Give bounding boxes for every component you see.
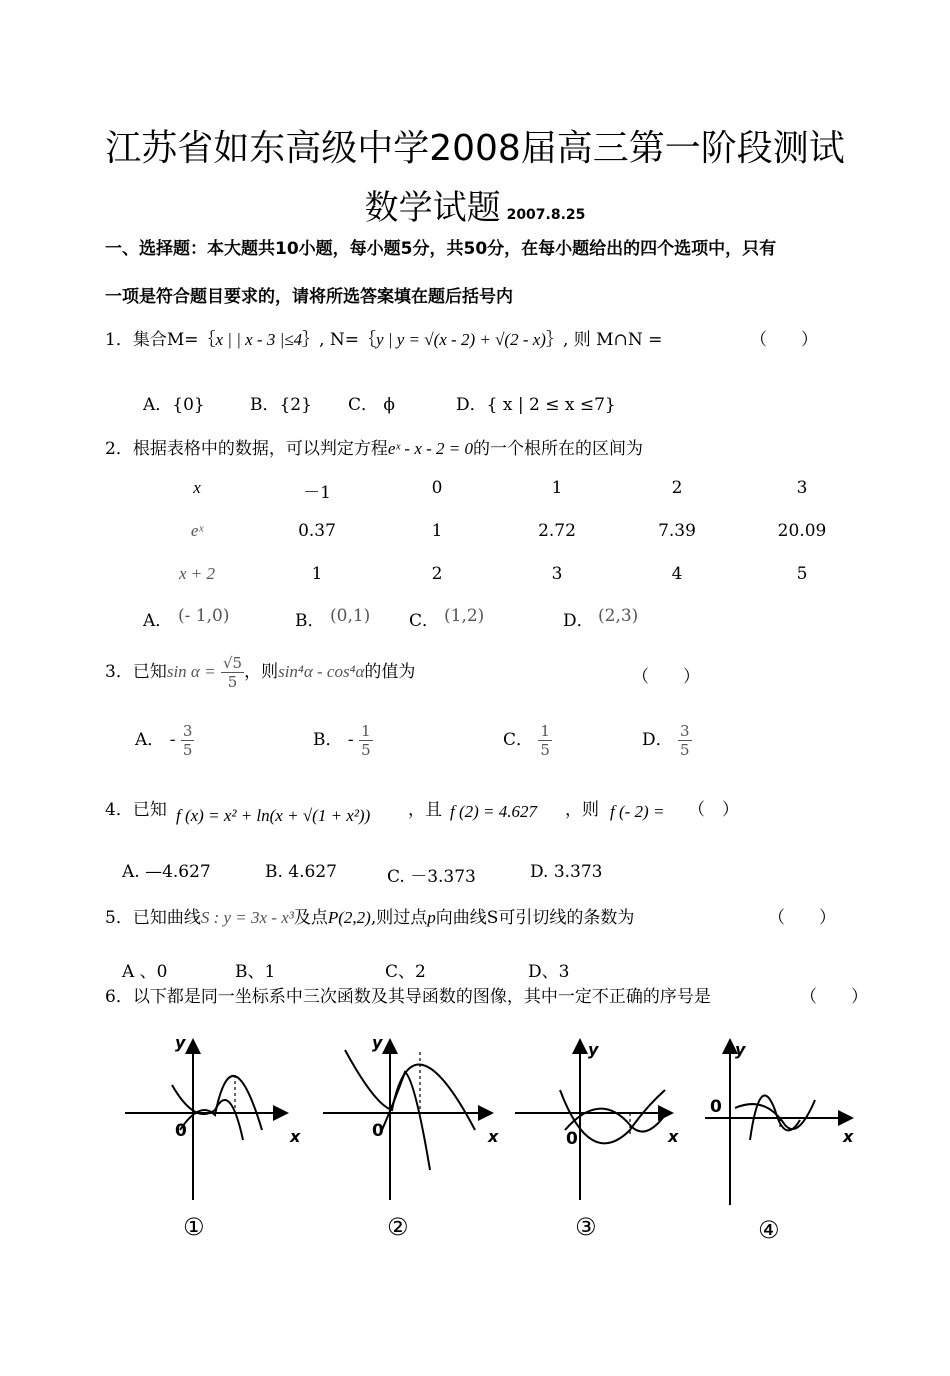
section-header-line2: 一项是符合题目要求的，请将所选答案填在题后括号内 xyxy=(105,287,513,307)
graph-4-curve-a xyxy=(735,1100,815,1129)
q5-option-a: A 、0 xyxy=(122,962,168,982)
q5-pre: 已知曲线 xyxy=(132,908,201,928)
page-title: 江苏省如东高级中学2008届高三第一阶段测试 xyxy=(105,128,845,169)
q2-option-a-value: (- 1,0) xyxy=(178,606,230,626)
table-cell: 1 xyxy=(551,478,563,498)
table-cell: －1 xyxy=(303,483,331,503)
graph-2-curve-a xyxy=(345,1050,475,1130)
graph-3 xyxy=(515,1042,670,1200)
graph-2-label: ② xyxy=(387,1213,409,1241)
q5-curve: S : y = 3x - x³ xyxy=(200,908,294,927)
q2-text2: 的一个根所在的区间为 xyxy=(473,439,644,459)
q6-text: 以下都是同一坐标系中三次函数及其导函数的图像，其中一定不正确的序号是 xyxy=(132,987,711,1007)
q3-pre: 已知 xyxy=(132,662,167,682)
q2-equation: eˣ - x - 2 = 0 xyxy=(387,439,474,458)
q5-mid: 及点 xyxy=(293,908,328,928)
q6-answer-paren: （ ） xyxy=(800,987,868,1007)
graph-1-label: ① xyxy=(183,1213,205,1241)
q4-mid: ，且 xyxy=(408,800,442,820)
q3-option-b-label: B． xyxy=(313,730,343,750)
table-cell: 1 xyxy=(311,564,323,584)
frac-numerator: 1 xyxy=(540,722,550,740)
q1-option-b: B．{2} xyxy=(250,395,312,415)
q6-number: 6． xyxy=(105,987,133,1007)
graph-1-x-label: x xyxy=(290,1127,301,1146)
q5-option-b: B、1 xyxy=(235,962,276,982)
graph-1-y-label: y xyxy=(175,1033,186,1052)
question-3 xyxy=(105,650,415,694)
q3-option-a-label: A． xyxy=(135,730,165,750)
q5-p: p xyxy=(427,908,436,927)
table-cell: 7.39 xyxy=(658,521,696,541)
table-cell: 20.09 xyxy=(777,521,827,541)
graph-4-x-label: x xyxy=(843,1127,854,1146)
table-cell: 1 xyxy=(431,521,443,541)
table-cell: 5 xyxy=(796,564,808,584)
q5-number: 5． xyxy=(105,908,133,928)
graph-4-label: ④ xyxy=(758,1216,780,1244)
q2-text: 根据表格中的数据，可以判定方程 xyxy=(132,439,388,459)
q1-option-d: D．{ x | 2 ≤ x ≤7} xyxy=(456,395,616,415)
q6-graphs xyxy=(0,1020,950,1250)
section-header-line1: 一、选择题：本大题共10小题，每小题5分，共50分，在每小题给出的四个选项中，只有 xyxy=(105,239,777,259)
graph-4-y-label: y xyxy=(735,1040,746,1059)
q1-answer-paren: （ ） xyxy=(750,330,818,350)
question-5 xyxy=(105,903,634,928)
q1-pre: 集合M=｛ xyxy=(132,330,216,350)
q2-option-d-value: (2,3) xyxy=(598,606,639,626)
graph-2-y-label: y xyxy=(372,1033,383,1052)
graph-2-origin: 0 xyxy=(372,1121,384,1141)
q3-option-c-label: C． xyxy=(503,730,534,750)
frac-numerator: 3 xyxy=(680,722,690,740)
q4-f-minus-2: f (- 2) = xyxy=(610,802,665,821)
table-row-label: eˣ xyxy=(190,521,204,540)
q3-option-a-frac xyxy=(181,722,195,759)
q3-option-b xyxy=(313,722,373,759)
q5-answer-paren: （ ） xyxy=(768,908,836,928)
table-cell: 0 xyxy=(431,478,443,498)
frac-denominator: 5 xyxy=(361,741,371,759)
question-1 xyxy=(105,325,662,350)
graph-2 xyxy=(323,1042,490,1200)
frac-numerator: 1 xyxy=(361,722,371,740)
frac-numerator: 3 xyxy=(182,722,193,740)
q3-option-a xyxy=(135,722,194,759)
q5-post: ,则过点 xyxy=(370,908,428,928)
q4-function: f (x) = x² + ln(x + √(1 + x²)) xyxy=(176,806,371,825)
q2-option-d-label: D． xyxy=(563,611,594,631)
frac-denominator: 5 xyxy=(680,741,690,759)
q4-mid2: ，则 xyxy=(565,800,599,820)
graph-3-x-label: x xyxy=(668,1127,679,1146)
q2-option-c-label: C． xyxy=(409,611,440,631)
q3-expression: sin⁴α - cos⁴α xyxy=(278,662,365,681)
table-cell: 0.37 xyxy=(298,521,336,541)
graph-3-origin: 0 xyxy=(566,1129,578,1149)
table-cell: 2.72 xyxy=(538,521,576,541)
q1-mid: ｝, N=｛ xyxy=(302,330,377,350)
exam-date: 2007.8.25 xyxy=(506,207,586,223)
q1-set-n: y | y = √(x - 2) + √(2 - x) xyxy=(376,330,546,349)
graph-3-y-label: y xyxy=(588,1040,599,1059)
table-cell: 4 xyxy=(671,564,683,584)
q4-option-d: D. 3.373 xyxy=(530,862,603,882)
q1-option-c: C． ϕ xyxy=(348,395,395,415)
q3-mid: ，则 xyxy=(244,662,279,682)
q3-post: 的值为 xyxy=(364,662,416,682)
q2-number: 2． xyxy=(105,439,133,459)
graph-4-origin: 0 xyxy=(710,1097,722,1117)
table-cell: 3 xyxy=(551,564,563,584)
q1-post: ｝, 则 M∩N = xyxy=(545,330,663,350)
frac-denominator: 5 xyxy=(540,741,550,759)
q3-sin: sin α = xyxy=(166,662,216,681)
q5-option-c: C、2 xyxy=(385,962,426,982)
table-cell: 2 xyxy=(671,478,683,498)
q4-option-c: C. －3.373 xyxy=(387,867,476,887)
q3-option-d-frac xyxy=(678,722,692,759)
q4-option-a: A. —4.627 xyxy=(122,862,211,882)
q2-option-b-label: B． xyxy=(295,611,325,631)
table-cell: 2 xyxy=(431,564,443,584)
graph-1 xyxy=(125,1042,285,1200)
graph-3-label: ③ xyxy=(575,1213,597,1241)
q3-option-c xyxy=(503,722,552,759)
page-subtitle xyxy=(0,180,950,229)
q2-option-c-value: (1,2) xyxy=(444,606,485,626)
graph-1-origin: 0 xyxy=(175,1121,187,1141)
frac-denominator: 5 xyxy=(182,741,193,759)
q3-option-d xyxy=(642,722,692,759)
graph-4 xyxy=(705,1042,850,1205)
subtitle-text: 数学试题 xyxy=(364,188,501,228)
q4-option-b: B. 4.627 xyxy=(265,862,337,882)
q1-option-a: A．{0} xyxy=(143,395,205,415)
q2-option-b-value: (0,1) xyxy=(330,606,371,626)
table-row-label: x xyxy=(193,478,201,497)
q3-option-d-label: D． xyxy=(642,730,673,750)
q3-frac-denominator: 5 xyxy=(227,673,238,691)
table-row-label: x + 2 xyxy=(178,564,216,583)
q4-f2: f (2) = 4.627 xyxy=(450,802,538,821)
q5-point: P(2,2) xyxy=(327,908,371,927)
q4-number: 4． xyxy=(105,800,133,820)
q3-option-b-sign: - xyxy=(347,730,354,750)
q3-fraction xyxy=(221,654,244,691)
q3-option-c-frac xyxy=(538,722,552,759)
question-6 xyxy=(105,982,711,1007)
q1-set-m: x | | x - 3 |≤4 xyxy=(215,330,303,349)
table-cell: 3 xyxy=(796,478,808,498)
q5-post2: 向曲线S可引切线的条数为 xyxy=(435,908,635,928)
q3-frac-numerator: √5 xyxy=(222,654,243,672)
q3-option-b-frac xyxy=(359,722,373,759)
q1-number: 1． xyxy=(105,330,133,350)
q4-answer-paren: （ ） xyxy=(688,800,739,820)
q3-number: 3． xyxy=(105,662,133,682)
q3-answer-paren: （ ） xyxy=(632,667,700,687)
q4-pre: 已知 xyxy=(132,800,167,820)
question-2 xyxy=(105,434,643,459)
q3-option-a-sign: - xyxy=(169,730,176,750)
q5-option-d: D、3 xyxy=(528,962,570,982)
q2-option-a-label: A． xyxy=(143,611,173,631)
question-4 xyxy=(105,795,167,820)
graph-2-x-label: x xyxy=(488,1127,499,1146)
